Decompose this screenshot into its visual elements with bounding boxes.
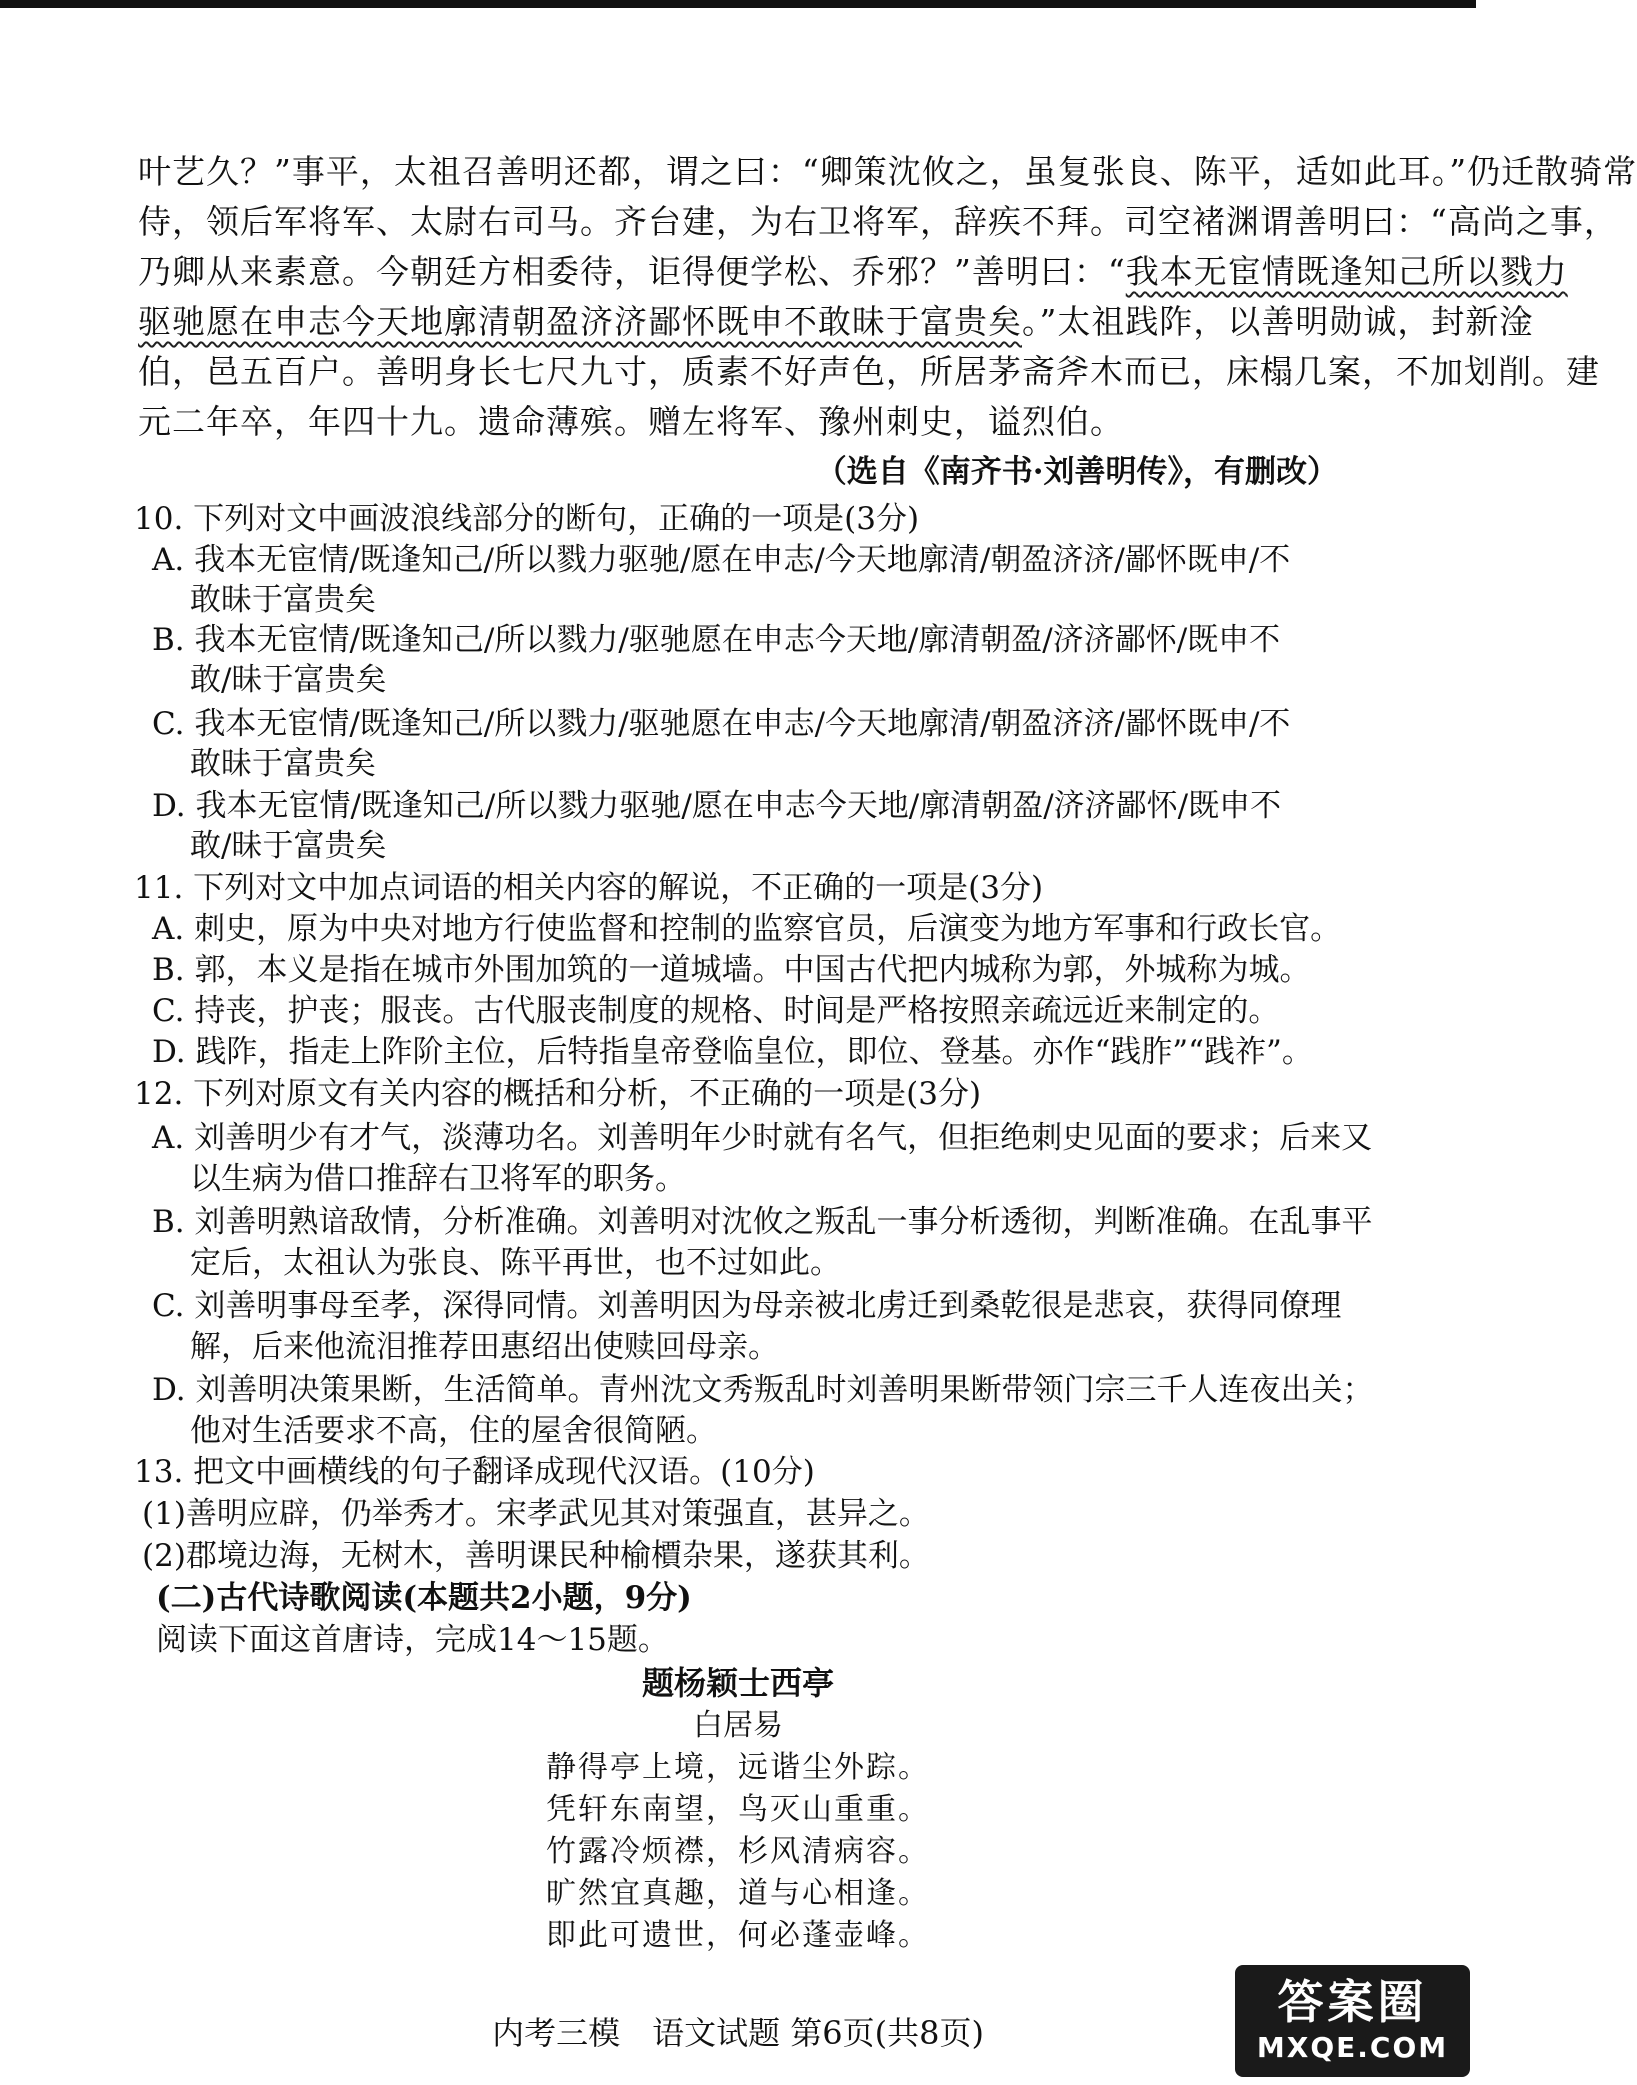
q11-option-d: D. 践阼，指走上阼阶主位，后特指皇帝登临皇位，即位、登基。亦作“践胙”“践祚”。 xyxy=(152,1034,1313,1070)
question-13-stem: 13. 把文中画横线的句子翻译成现代汉语。(10分) xyxy=(134,1454,815,1490)
q10-option-a-cont: 敢昧于富贵矣 xyxy=(190,582,376,618)
q12-option-a: A. 刘善明少有才气，淡薄功名。刘善明年少时就有名气，但拒绝刺史见面的要求；后来又 xyxy=(152,1120,1373,1156)
q12-option-d: D. 刘善明决策果断，生活简单。青州沈文秀叛乱时刘善明果断带领门宗三千人连夜出关； xyxy=(152,1372,1374,1408)
q10-option-b: B. 我本无宦情/既逢知己/所以戮力/驱驰愿在申志今天地/廓清朝盈/济济鄙怀/既申不 xyxy=(152,622,1281,658)
watermark-text: 答案圈 xyxy=(1277,1974,1428,2029)
passage-line-6: 元二年卒，年四十九。遗命薄殡。赠左将军、豫州刺史，谥烈伯。 xyxy=(138,402,1124,441)
passage-line-3 xyxy=(138,246,1568,293)
q12-option-c: C. 刘善明事母至孝，深得同情。刘善明因为母亲被北虏迁到桑乾很是悲哀，获得同僚理 xyxy=(152,1288,1342,1324)
passage-source: （选自《南齐书·刘善明传》，有删改） xyxy=(815,454,1338,490)
watermark-domain: MXQE.COM xyxy=(1256,2030,1449,2064)
question-11-stem: 11. 下列对文中加点词语的相关内容的解说，不正确的一项是(3分) xyxy=(134,870,1044,906)
poem-line-3: 竹露冷烦襟，杉风清病容。 xyxy=(546,1834,930,1869)
q12-option-d-cont: 他对生活要求不高，住的屋舍很简陋。 xyxy=(190,1413,717,1449)
poem-author: 白居易 xyxy=(693,1708,783,1743)
poem-title: 题杨颖士西亭 xyxy=(641,1664,834,1702)
poem-line-2: 凭轩东南望，鸟灭山重重。 xyxy=(546,1792,930,1827)
page-footer: 内考三模 语文试题 第6页(共8页) xyxy=(492,2014,984,2052)
q12-option-b: B. 刘善明熟谙敌情，分析准确。刘善明对沈攸之叛乱一事分析透彻，判断准确。在乱事平 xyxy=(152,1204,1373,1240)
question-10-stem: 10. 下列对文中画波浪线部分的断句，正确的一项是(3分) xyxy=(134,501,920,537)
q10-option-b-cont: 敢/昧于富贵矣 xyxy=(190,662,387,698)
q11-option-b: B. 郭，本义是指在城市外围加筑的一道城墙。中国古代把内城称为郭，外城称为城。 xyxy=(152,952,1311,988)
q11-option-c: C. 持丧，护丧；服丧。古代服丧制度的规格、时间是严格按照亲疏远近来制定的。 xyxy=(152,993,1280,1029)
q12-option-a-cont: 以生病为借口推辞右卫将军的职务。 xyxy=(190,1161,686,1197)
passage-line-1: 叶艺久？”事平，太祖召善明还都，谓之曰：“卿策沈攸之，虽复张良、陈平，适如此耳。”仍迁散骑常 xyxy=(138,152,1637,191)
poem-line-4: 旷然宜真趣，道与心相逢。 xyxy=(546,1876,930,1911)
poem-line-1: 静得亭上境，远谐尘外踪。 xyxy=(546,1750,930,1785)
q12-option-b-cont: 定后，太祖认为张良、陈平再世，也不过如此。 xyxy=(190,1245,841,1281)
question-12-stem: 12. 下列对原文有关内容的概括和分析，不正确的一项是(3分) xyxy=(134,1076,982,1112)
q10-option-d: D. 我本无宦情/既逢知己/所以戮力驱驰/愿在申志今天地/廓清朝盈/济济鄙怀/既申不 xyxy=(152,788,1282,824)
passage-text: 。”太祖践阼，以善明勋诚，封新淦 xyxy=(1022,302,1534,341)
q11-option-a: A. 刺史，原为中央对地方行使监督和控制的监察官员，后演变为地方军事和行政长官。 xyxy=(152,911,1342,947)
site-watermark-logo xyxy=(1235,1965,1470,2077)
section-heading: (二)古代诗歌阅读(本题共2小题，9分) xyxy=(156,1580,692,1616)
q13-item-2: (2)郡境边海，无树木，善明课民种榆檟杂果，遂获其利。 xyxy=(142,1538,930,1574)
poem-line-5: 即此可遗世，何必蓬壶峰。 xyxy=(546,1918,930,1953)
passage-line-5: 伯，邑五百户。善明身长七尺九寸，质素不好声色，所居茅斋斧木而已，床榻几案，不加划削。建 xyxy=(138,352,1600,391)
q10-option-c: C. 我本无宦情/既逢知己/所以戮力/驱驰愿在申志/今天地廓清/朝盈济济/鄙怀既申/不 xyxy=(152,706,1291,742)
passage-text: 乃卿从来素意。今朝廷方相委待，讵得便学松、乔邪？”善明曰：“ xyxy=(138,252,1126,291)
q10-option-c-cont: 敢昧于富贵矣 xyxy=(190,746,376,782)
q10-option-a: A. 我本无宦情/既逢知己/所以戮力驱驰/愿在申志/今天地廓清/朝盈济济/鄙怀既申/不 xyxy=(152,542,1291,578)
wavy-underlined-sentence: 我本无宦情既逢知己所以戮力 xyxy=(1125,252,1568,291)
q10-option-d-cont: 敢/昧于富贵矣 xyxy=(190,828,387,864)
wavy-underlined-sentence-cont: 驱驰愿在申志今天地廓清朝盈济济鄙怀既申不敢昧于富贵矣 xyxy=(138,302,1022,341)
q13-item-1: (1)善明应辟，仍举秀才。宋孝武见其对策强直，甚异之。 xyxy=(142,1496,930,1532)
passage-line-2: 侍，领后军将军、太尉右司马。齐台建，为右卫将军，辞疾不拜。司空褚渊谓善明曰：“高尚之事， xyxy=(138,202,1618,241)
passage-line-4 xyxy=(138,296,1533,343)
reading-instruction: 阅读下面这首唐诗，完成14～15题。 xyxy=(156,1622,669,1658)
q12-option-c-cont: 解，后来他流泪推荐田惠绍出使赎回母亲。 xyxy=(190,1329,779,1365)
